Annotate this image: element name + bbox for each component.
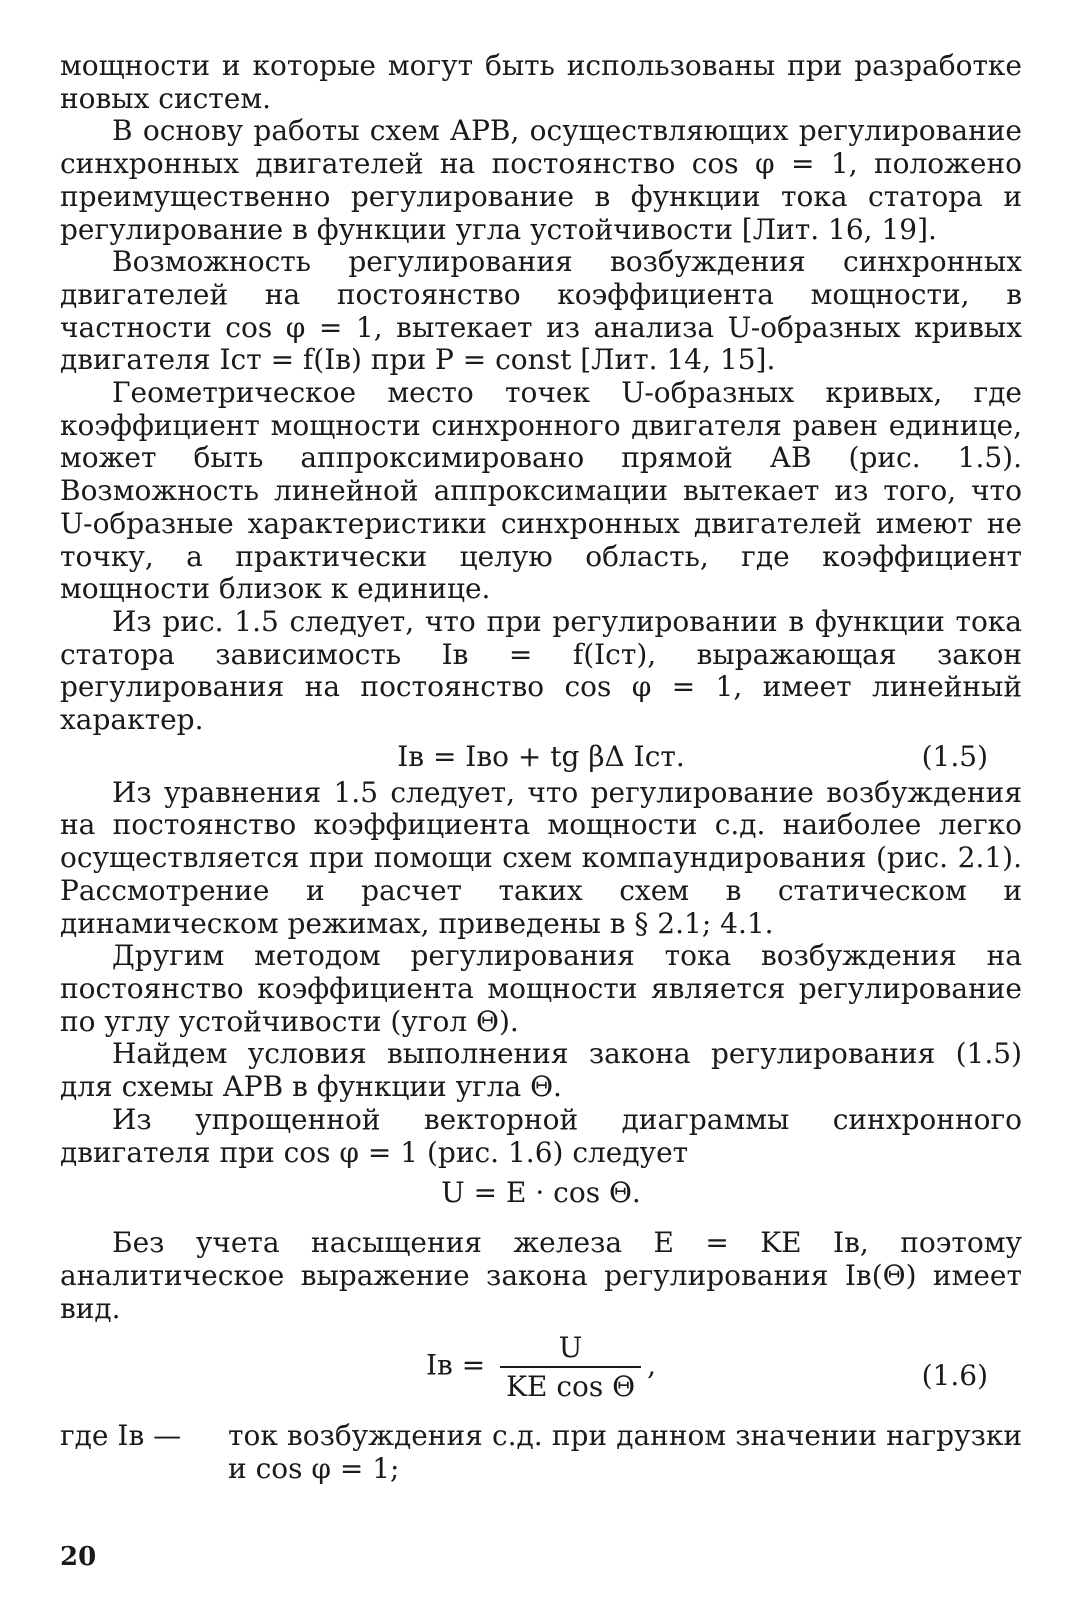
paragraph-2-text: В основу работы схем АРВ, осуществляющих регулирование синхронных двигателей на постоянство cos φ = 1, положено преимущественно регулирование в функции тока статора и регулирование в функции угла устойчивости [Лит. 16, 19]. [60, 114, 1022, 246]
equation-1-5-number: (1.5) [921, 739, 988, 773]
paragraph-geometric-locus [60, 377, 1022, 606]
equation-1-5-body: Iв = Iво + tg βΔ Iст. [397, 739, 685, 773]
where-text: ток возбуждения с.д. при данном значении нагрузки и cos φ = 1; [228, 1419, 1022, 1486]
paragraph-4-text: Геометрическое место точек U-образных кривых, где коэффициент мощности синхронного двигателя равен единице, может быть аппроксимировано прямой АВ (рис. 1.5). Возможность линейной аппроксимации вытекает из того, что U-образные характеристики синхронных двигателей имеют не точку, а практически целую область, где коэффициент мощности близок к единице. [60, 376, 1022, 606]
equation-1-5 [60, 737, 1022, 777]
paragraph-vector-diagram [60, 1104, 1022, 1169]
paragraph-saturation [60, 1227, 1022, 1325]
page-content [60, 50, 1022, 1590]
equation-1-6-fraction [500, 1331, 641, 1403]
equation-u-body: U = E · cos Θ. [441, 1176, 641, 1210]
where-definition [60, 1419, 1022, 1485]
paragraph-possibility [60, 246, 1022, 377]
equation-1-6-numerator: U [500, 1331, 641, 1368]
paragraph-5-text: Из рис. 1.5 следует, что при регулировании в функции тока статора зависимость Iв = f(Iст), выражающая закон регулирования на постоянство cos φ = 1, имеет линейный характер. [60, 604, 1022, 737]
paragraph-7-text: Другим методом регулирования тока возбуждения на постоянство коэффициента мощности является регулирование по углу устойчивости (угол Θ). [60, 939, 1022, 1038]
paragraph-9-text: Из упрощенной векторной диаграммы синхронного двигателя при cos φ = 1 (рис. 1.6) следует [60, 1102, 1022, 1169]
paragraph-10-text: Без учета насыщения железа E = KE Iв, поэтому аналитическое выражение закона регулирования Iв(Θ) имеет вид. [60, 1226, 1022, 1325]
equation-1-6-denominator: KE cos Θ [506, 1370, 636, 1404]
paragraph-arv-basis [60, 115, 1022, 246]
equation-1-6-number: (1.6) [921, 1359, 988, 1393]
paragraph-conditions [60, 1038, 1022, 1103]
equation-u [60, 1173, 1022, 1213]
equation-1-6-lhs: Iв = [425, 1348, 486, 1382]
paragraph-compounding [60, 777, 1022, 941]
equation-1-6-body: Iв = $\frac{U}{\text{KE cos Θ}}$ , [425, 1331, 657, 1404]
paragraph-1-text: мощности и которые могут быть использованы при разработке новых систем. [60, 49, 1022, 115]
page-number: 20 [60, 1542, 97, 1572]
equation-1-6 [60, 1331, 1022, 1413]
paragraph-6-text: Из уравнения 1.5 следует, что регулирование возбуждения на постоянство коэффициента мощности с.д. наиболее легко осуществляется при помощи схем компаундирования (рис. 2.1). Рассмотрение и расчет таких схем в статическом и динамическом режимах, приведены в § 2.1; 4.1. [60, 775, 1022, 940]
paragraph-3-text: Возможность регулирования возбуждения синхронных двигателей на постоянство коэффициента мощности, в частности cos φ = 1, вытекает из анализа U-образных кривых двигателя Iст = f(Iв) при P = const [Лит. 14, 15]. [60, 245, 1022, 377]
paragraph-fig-15 [60, 606, 1022, 737]
paragraph-other-method [60, 940, 1022, 1038]
where-label: где Iв — [60, 1419, 182, 1453]
paragraph-continuation [60, 50, 1022, 115]
paragraph-8-text: Найдем условия выполнения закона регулирования (1.5) для схемы АРВ в функции угла Θ. [60, 1037, 1022, 1104]
